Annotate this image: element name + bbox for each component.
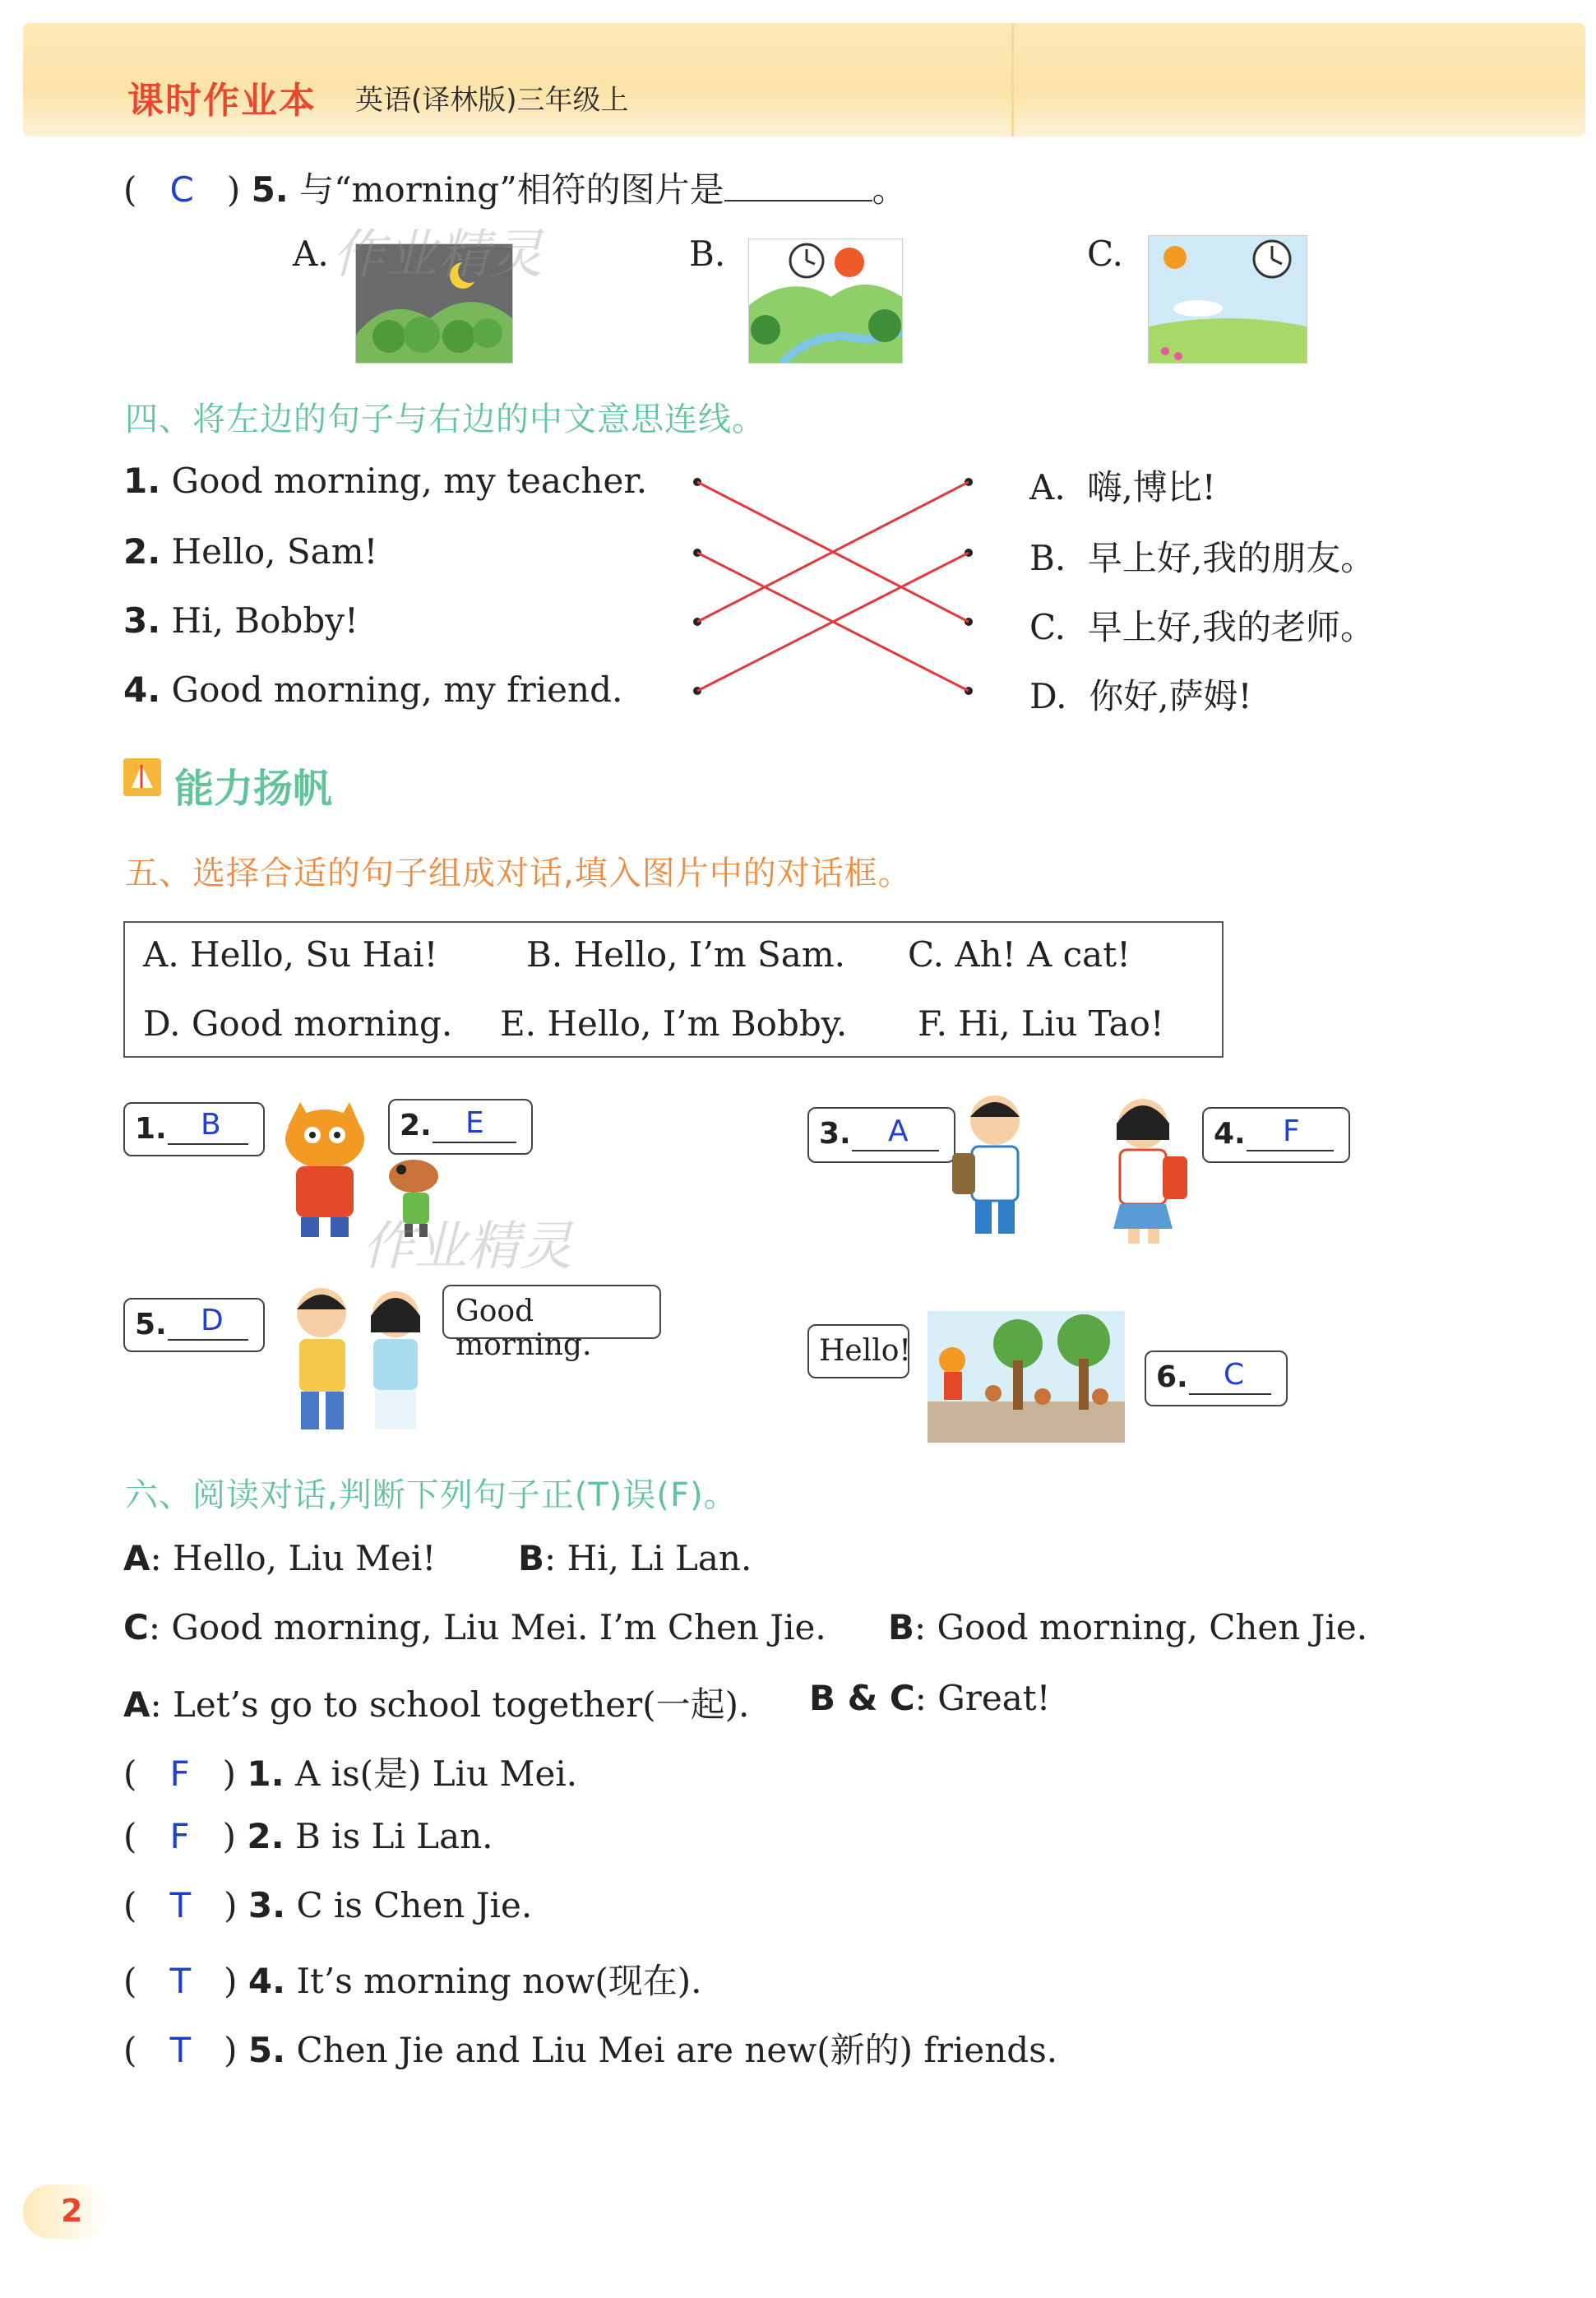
bubble-1-answer: B (201, 1108, 221, 1142)
tf-item-2: ( F ) 2. B is Li Lan. (123, 1816, 493, 1856)
s4-right-d: D. 你好,萨姆! (1029, 676, 1252, 716)
dialog-line-3b: B & C: Great! (809, 1678, 1051, 1718)
s5-option-a: A. Hello, Su Hai! (143, 934, 438, 975)
s4-left-4: 4. Good morning, my friend. (123, 669, 623, 710)
sunny-meadow-illustration (1149, 236, 1307, 363)
watermark-2: 作业精灵 (362, 1216, 572, 1277)
bubble-2: 2. E (388, 1099, 533, 1155)
dialog-line-2b: B: Good morning, Chen Jie. (888, 1607, 1368, 1647)
s4-left-1: 1. Good morning, my teacher. (123, 461, 648, 501)
page-number: 2 (23, 2184, 109, 2239)
tf-item-3: ( T ) 3. C is Chen Jie. (123, 1885, 533, 1925)
q5-end: 。 (872, 169, 907, 210)
s4-right-b: B. 早上好,我的朋友。 (1029, 538, 1376, 578)
dialog-line-1: A: Hello, Liu Mei! (123, 1538, 437, 1578)
bubble-3: 3. A (807, 1107, 955, 1163)
q5-line: ( C ) 5. 与“morning”相符的图片是 。 (123, 169, 907, 210)
bubble-2-answer: E (465, 1106, 484, 1140)
bubble-good-morning: Good morning. (442, 1285, 661, 1339)
bubble-6: 6. C (1145, 1351, 1288, 1406)
section4-title: 四、将左边的句子与右边的中文意思连线。 (125, 401, 766, 438)
tf-item-4: ( T ) 4. It’s morning now(现在). (123, 1961, 702, 2001)
matching-lines (691, 461, 987, 707)
sail-icon (123, 758, 161, 796)
q5-answer: C (169, 169, 194, 210)
q5-blank (724, 172, 872, 202)
bubble-hello: Hello! (807, 1324, 909, 1378)
dialog-line-2: C: Good morning, Liu Mei. I’m Chen Jie. (123, 1607, 826, 1647)
sunrise-hills-illustration (749, 239, 902, 363)
forest-animals-scene (928, 1311, 1125, 1443)
watermark: 作业精灵 (332, 225, 543, 285)
q5-picture-b (748, 239, 903, 364)
boy-with-backpack-icon (946, 1087, 1044, 1244)
brand-title: 课时作业本 (127, 80, 317, 122)
section5-title: 五、选择合适的句子组成对话,填入图片中的对话框。 (125, 855, 912, 892)
s4-left-3: 3. Hi, Bobby! (123, 600, 359, 641)
s4-left-2: 2. Hello, Sam! (123, 531, 378, 572)
q5-option-c-label: C. (1087, 234, 1123, 274)
header-divider (1011, 23, 1014, 137)
bubble-5: 5. D (123, 1298, 265, 1352)
nengli-title: 能力扬帆 (174, 766, 333, 812)
bubble-5-answer: D (201, 1304, 224, 1337)
bubble-6-answer: C (1224, 1358, 1245, 1392)
q5-option-b-label: B. (689, 234, 726, 274)
s4-right-a: A. 嗨,博比! (1029, 467, 1216, 507)
tf-item-1: ( F ) 1. A is(是) Liu Mei. (123, 1754, 578, 1794)
s4-right-c: C. 早上好,我的老师。 (1029, 607, 1376, 647)
s5-option-e: E. Hello, I’m Bobby. (500, 1003, 848, 1044)
q5-number: 5. (251, 169, 289, 210)
subject-title: 英语(译林版)三年级上 (355, 84, 629, 117)
boy-and-girl-icon (276, 1280, 441, 1436)
q5-text: 与“morning”相符的图片是 (299, 169, 724, 210)
bubble-3-answer: A (888, 1114, 909, 1148)
s5-option-d: D. Good morning. (143, 1003, 453, 1044)
girl-with-backpack-icon (1094, 1091, 1200, 1247)
s5-option-f: F. Hi, Liu Tao! (918, 1003, 1164, 1044)
q5-picture-c (1148, 235, 1307, 364)
bubble-4-answer: F (1283, 1114, 1300, 1148)
tf-item-5: ( T ) 5. Chen Jie and Liu Mei are new(新的) friends. (123, 2030, 1058, 2070)
s5-option-c: C. Ah! A cat! (908, 934, 1131, 975)
q5-option-a-label: A. (293, 234, 329, 274)
dialog-line-1b: B: Hi, Li Lan. (518, 1538, 752, 1578)
bubble-4: 4. F (1202, 1107, 1350, 1163)
section6-title: 六、阅读对话,判断下列句子正(T)误(F)。 (125, 1476, 738, 1514)
dialog-line-3: A: Let’s go to school together(一起). (123, 1684, 750, 1725)
s5-option-b: B. Hello, I’m Sam. (526, 934, 846, 975)
bubble-1: 1. B (123, 1102, 265, 1156)
